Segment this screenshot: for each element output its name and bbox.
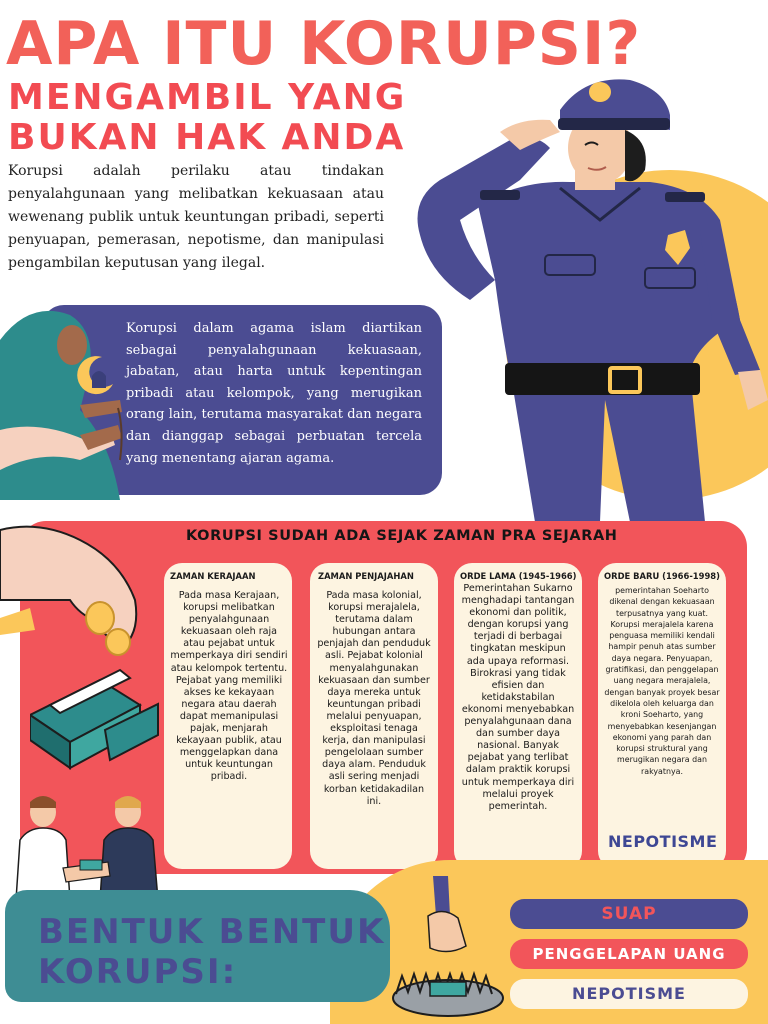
form-item-penggelapan-uang: PENGGELAPAN UANG <box>510 939 748 969</box>
forms-heading-line-2: KORUPSI: <box>38 952 238 992</box>
nepotisme-overlay-label: NEPOTISME <box>608 832 718 851</box>
police-officer-illustration <box>400 70 768 522</box>
form-item-suap: SUAP <box>510 899 748 929</box>
form-item-nepotisme: NEPOTISME <box>510 979 748 1009</box>
forms-heading <box>38 912 385 992</box>
era-heading: ORDE BARU (1966-1998) <box>604 571 720 581</box>
era-heading: ZAMAN KERAJAAN <box>170 571 256 581</box>
islam-definition-text: Korupsi dalam agama islam diartikan sebagai penyalahgunaan kekuasaan, jabatan, atau harta untuk kepentingan pribadi atau kelompok, yang merugikan orang lain, terutama masyarakat dan negara dan dianggap sebagai perbuatan tercela yang menentang ajaran agama. <box>126 321 422 466</box>
money-trap-illustration <box>388 876 508 1024</box>
era-text: pemerintahan Soeharto dikenal dengan kekuasaan terpusatnya yang kuat. Korupsi merajalela karena penguasa memiliki kendali hampir penuh atas sumber daya negara. Penyuapan, gratifikasi, dan penggelapan uang negara merajalela, dengan banyak proyek besar dikelola oleh keluarga dan kroni Soeharto, yang menyebabkan kesenjangan ekonomi yang parah dan korupsi struktural yang merugikan negara dan rakyatnya. <box>604 586 720 776</box>
crescent-moon-icon <box>74 354 116 396</box>
subtitle-line-1: MENGAMBIL YANG <box>8 77 407 118</box>
era-text: Pemerintahan Sukarno menghadapi tantangan ekonomi dan politik, dengan korupsi yang terjadi di berbagai tingkatan meskipun ada upaya reformasi. Birokrasi yang tidak efisien dan ketidakstabilan ekonomi menyebabkan penyalahgunaan dana dan sumber daya nasional. Banyak pejabat yang terlibat dalam praktik korupsi untuk memperkaya diri melalui proyek pemerintah. <box>461 583 575 812</box>
subtitle-line-2: BUKAN HAK ANDA <box>8 117 406 158</box>
era-heading: ORDE LAMA (1945-1966) <box>460 571 577 581</box>
era-heading: ZAMAN PENJAJAHAN <box>318 571 414 581</box>
hijab-woman-illustration <box>0 300 130 500</box>
timeline-title: KORUPSI SUDAH ADA SEJAK ZAMAN PRA SEJARAH <box>186 528 618 544</box>
forms-heading-line-1: BENTUK BENTUK <box>38 912 386 952</box>
money-stack-illustration <box>30 660 160 770</box>
page-title: APA ITU KORUPSI? <box>6 9 642 79</box>
era-text: Pada masa kolonial, korupsi merajalela, terutama dalam hubungan antara penjajah dan penduduk asli. Pejabat kolonial menyalahgunakan kekuasaan dan sumber daya mereka untuk keuntungan pribadi melalui penyuapan, eksploitasi tenaga kerja, dan manipulasi pengelolaan sumber daya alam. Penduduk asli sering menjadi korban ketidakadilan ini. <box>317 590 431 807</box>
intro-paragraph: Korupsi adalah perilaku atau tindakan penyalahgunaan yang melibatkan kekuasaan atau wewenang publik untuk keuntungan pribadi, seperti penyuapan, pemerasan, nepotisme, dan manipulasi pengambilan keputusan yang ilegal. <box>8 163 384 271</box>
era-text: Pada masa Kerajaan, korupsi melibatkan penyalahgunaan kekuasaan oleh raja atau pejabat untuk memperkaya diri sendiri atau kelompok tertentu. Pejabat yang memiliki akses ke kekayaan negara atau daerah dapat memanipulasi pajak, menjarah kekayaan publik, atau menggelapkan dana untuk keuntungan pribadi. <box>170 590 288 783</box>
hand-coins-illustration <box>0 520 150 660</box>
businessmen-handshake-illustration <box>8 790 168 900</box>
